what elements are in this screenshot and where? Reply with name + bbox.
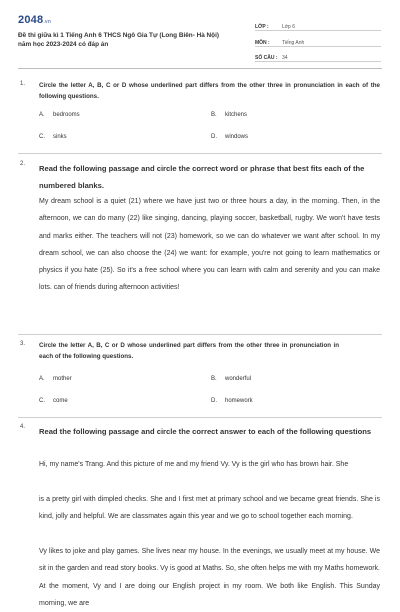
option-letter: C.: [39, 398, 45, 404]
meta-key: MÔN :: [255, 39, 270, 46]
option-a[interactable]: [39, 112, 80, 118]
question-divider: [18, 417, 382, 418]
option-text: kitchens: [225, 112, 248, 118]
option-letter: D.: [211, 134, 217, 140]
meta-row-subject: [255, 33, 381, 47]
site-logo[interactable]: [18, 14, 51, 26]
meta-row-class: [255, 17, 381, 31]
reading-passage-part-3: Vy likes to joke and play games. She lives near my house. In the evenings, we usually meet at my house. We sit in the garden and read story books. Vy is good at Maths. So, she often helps me with my Maths homework. At the moment, Vy and I are doing our English project in my room. We both like English. This Sunday morning, we are: [39, 548, 380, 607]
question-number: 3.: [20, 341, 26, 347]
meta-row-count: [255, 48, 381, 62]
document-title: Đề thi giữa kì 1 Tiếng Anh 6 THCS Ngô Gia Tự (Long Biên- Hà Nội) năm học 2023-2024 có đáp án: [18, 32, 219, 48]
question-instruction: Read the following passage and circle the correct word or phrase that best fits each of the numbered blanks.: [39, 164, 365, 190]
option-text: mother: [53, 376, 72, 382]
meta-key: LỚP :: [255, 24, 269, 30]
option-d[interactable]: [211, 134, 248, 140]
reading-passage: My dream school is a quiet (21) where we have just two or three hours a day, in the morning. Then, in the afternoon, we can do many (22) like singing, dancing, playing soccer, basketball, rugby. We won't have tests and marks either. The teachers will not (23) homework, so we can do whatever we want after school. In my dream school, we can also choose the (24) we want: for example, you're not going to learn mathematics or physics if you hate (25). So it's a free school where you can learn with calm and serenity and you can make lots. can of friends during afternoon activities!: [39, 198, 380, 292]
option-c[interactable]: [39, 134, 67, 140]
question-instruction: Circle the letter A, B, C or D whose underlined part differs from the other three in pronunciation in each of the following questions.: [39, 82, 380, 100]
option-letter: A.: [39, 112, 45, 118]
reading-passage-part-2: is a pretty girl with dimpled checks. She and I first met at primary school and we became great friends. She is kind, jolly and helpful. We are classmates again this year and we go to school together each morning.: [39, 496, 380, 521]
question-number: 1.: [20, 81, 26, 87]
option-letter: D.: [211, 398, 217, 404]
question-divider: [18, 153, 382, 154]
meta-value: 34: [282, 55, 288, 61]
meta-value: Tiếng Anh: [282, 39, 305, 46]
option-letter: C.: [39, 134, 45, 140]
question-instruction: Circle the letter A, B, C or D whose underlined part differs from the other three in pronunciation in each of the following questions.: [39, 342, 339, 360]
logo-text: 2048: [18, 14, 44, 26]
option-b[interactable]: [211, 376, 251, 382]
option-text: homework: [225, 398, 253, 404]
header-divider: [18, 68, 382, 69]
option-c[interactable]: [39, 398, 68, 404]
document-header: [0, 0, 400, 60]
question-number: 2.: [20, 161, 26, 167]
option-d[interactable]: [211, 398, 253, 404]
question-divider: [18, 334, 382, 335]
reading-passage-part-1: Hi, my name's Trang. And this picture of me and my friend Vy. Vy is the girl who has brown hair. She: [39, 461, 349, 468]
option-letter: B.: [211, 376, 217, 382]
option-text: windows: [225, 134, 249, 140]
exam-meta: [255, 17, 381, 64]
meta-key: SỐ CÂU :: [255, 55, 278, 61]
option-text: wonderful: [225, 376, 252, 382]
option-text: sinks: [53, 134, 67, 140]
meta-value: Lớp 6: [282, 24, 296, 30]
question-instruction: Read the following passage and circle the correct answer to each of the following questions: [39, 427, 372, 436]
option-b[interactable]: [211, 112, 247, 118]
option-text: bedrooms: [53, 112, 80, 118]
option-letter: A.: [39, 376, 45, 382]
question-number: 4.: [20, 424, 26, 430]
option-letter: B.: [211, 112, 217, 118]
option-text: come: [53, 398, 68, 404]
option-a[interactable]: [39, 376, 72, 382]
logo-suffix: .vn: [43, 19, 52, 25]
